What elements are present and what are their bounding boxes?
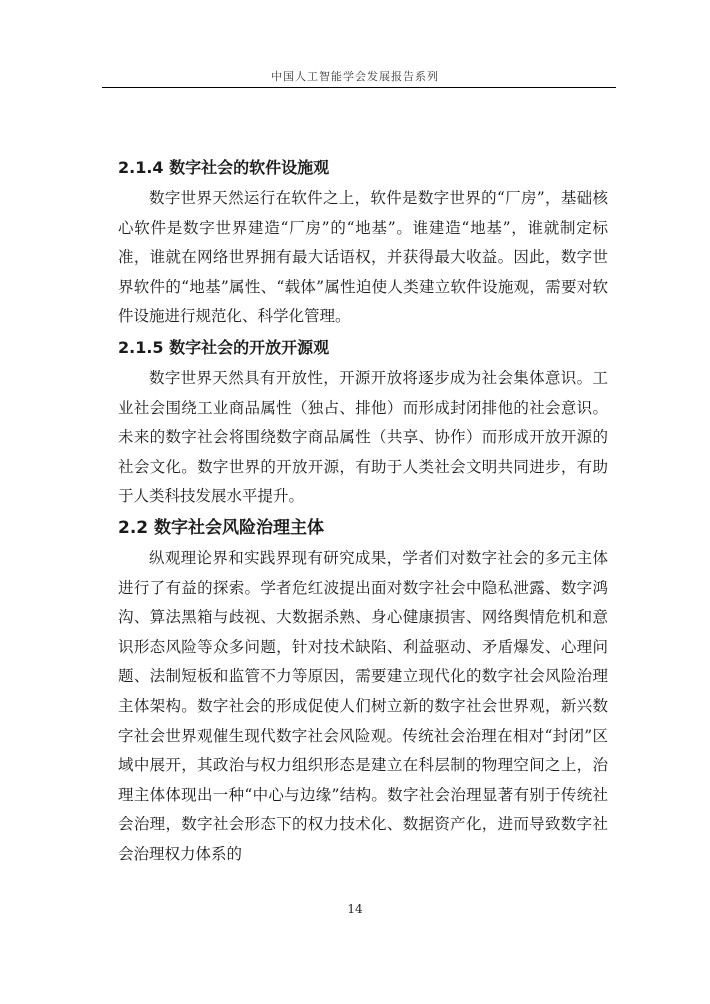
header-rule — [102, 87, 616, 88]
page-number: 14 — [347, 902, 363, 916]
body-text — [118, 152, 608, 869]
section-paragraph-2-2: 纵观理论界和实践界现有研究成果，学者们对数字社会的多元主体进行了有益的探索。学者危红波提出面对数字社会中隐私泄露、数字鸿沟、算法黑箱与歧视、大数据杀熟、身心健康损害、网络舆情危机和意识形态风险等众多问题，针对技术缺陷、利益驱动、矛盾爆发、心理问题、法制短板和监管不力等原因，需要建立现代化的数字社会风险治理主体架构。数字社会的形成促使人们树立新的数字社会世界观，新兴数字社会世界观催生现代数字社会风险观。传统社会治理在相对“封闭”区域中展开，其政治与权力组织形态是建立在科层制的物理空间之上，治理主体体现出一种“中心与边缘”结构。数字社会治理显著有别于传统社会治理，数字社会形态下的权力技术化、数据资产化，进而导致数字社会治理权力体系的 — [118, 548, 608, 863]
section-heading-2-1-4: 2.1.4 数字社会的软件设施观 — [118, 158, 330, 177]
section-heading-2-1-5: 2.1.5 数字社会的开放开源观 — [118, 337, 330, 357]
section-paragraph-2-1-5: 数字世界天然具有开放性，开源开放将逐步成为社会集体意识。工业社会围绕工业商品属性（独占、排他）而形成封闭排他的社会意识。未来的数字社会将围绕数字商品属性（共享、协作）而形成开放开源的社会文化。数字世界的开放开源，有助于人类社会文明共同进步，有助于人类科技发展水平提升。 — [118, 368, 608, 506]
running-header: 中国人工智能学会发展报告系列 — [271, 70, 439, 83]
section-paragraph-2-1-4: 数字世界天然运行在软件之上，软件是数字世界的“厂房”，基础核心软件是数字世界建造“厂房”的“地基”。谁建造“地基”，谁就制定标准，谁就在网络世界拥有最大话语权，并获得最大收益。因此，数字世界软件的“地基”属性、“载体”属性迫使人类建立软件设施观，需要对软件设施进行规范化、科学化管理。 — [118, 189, 608, 326]
section-heading-2-2: 2.2 数字社会风险治理主体 — [118, 517, 325, 538]
